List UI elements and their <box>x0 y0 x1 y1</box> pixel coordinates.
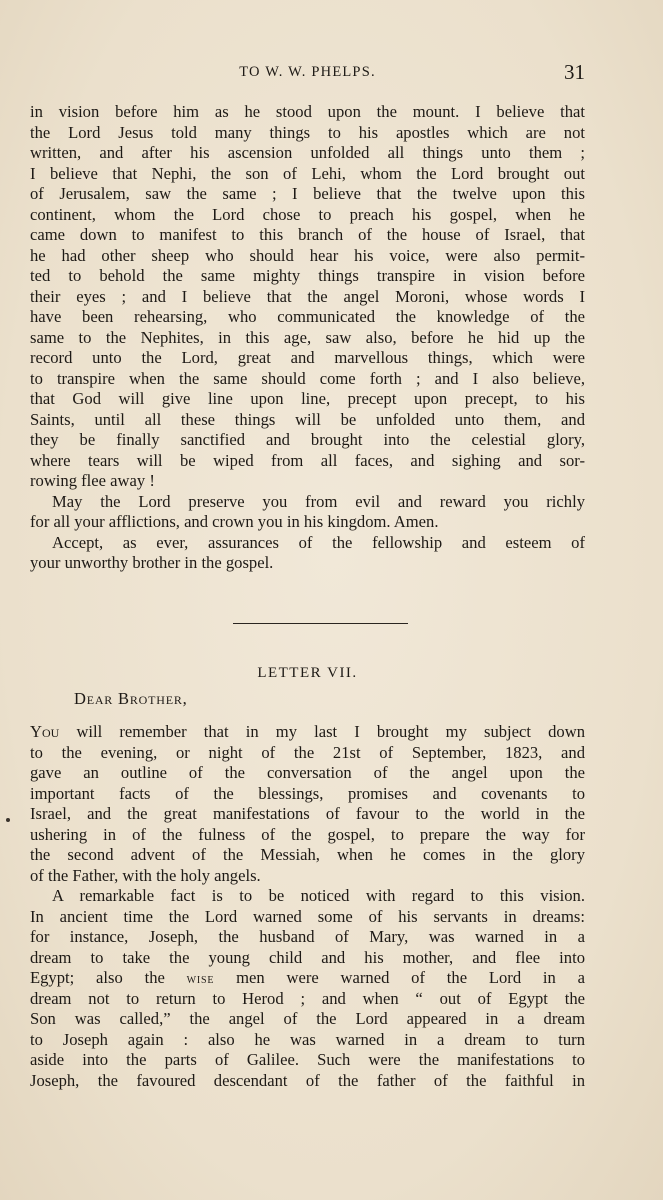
text-line: for all your afflictions, and crown you in his kingdom. Amen. <box>30 512 439 531</box>
text-line: for instance, Joseph, the husband of Mary, was warned in a <box>30 927 585 946</box>
text-line: that God will give line upon line, precept upon precept, to his <box>30 389 585 408</box>
text-line: May the Lord preserve you from evil and reward you richly <box>52 491 585 511</box>
letter-paragraph-1 <box>30 722 585 886</box>
page-number: 31 <box>564 60 585 84</box>
text-fragment: Egypt; also the <box>30 968 187 987</box>
text-line: dream to take the young child and his mother, and flee into <box>30 947 585 967</box>
paragraph-closing-signoff <box>30 533 585 574</box>
text-line: Israel, and the great manifestations of favour to the world in the <box>30 804 585 823</box>
text-line: to Joseph again : also he was warned in a dream to turn <box>30 1029 585 1049</box>
text-line: your unworthy brother in the gospel. <box>30 553 274 572</box>
text-line: he had other sheep who should hear his voice, were also permit- <box>30 245 585 265</box>
text-line: dream not to return to Herod ; and when “ out of Egypt the <box>30 988 585 1008</box>
emphasized-word: wise <box>186 972 215 987</box>
paragraph-closing-blessing <box>30 492 585 533</box>
text-line: of Jerusalem, saw the same ; I believe that the twelve upon this <box>30 184 585 203</box>
running-title: TO W. W. PHELPS. <box>239 64 376 80</box>
letter-paragraph-2 <box>30 886 585 1091</box>
text-line: important facts of the blessings, promises and covenants to <box>30 783 585 803</box>
text-line: Accept, as ever, assurances of the fellowship and esteem of <box>52 532 585 552</box>
text-line: aside into the parts of Galilee. Such were the manifestations to <box>30 1050 585 1069</box>
section-divider <box>233 623 408 624</box>
running-head <box>30 62 585 88</box>
text-line: their eyes ; and I believe that the angel Moroni, whose words I <box>30 286 585 306</box>
text-line: Son was called,” the angel of the Lord appeared in a dream <box>30 1009 585 1028</box>
text-line: same to the Nephites, in this age, saw also, before he hid up the <box>30 327 585 347</box>
text-line: continent, whom the Lord chose to preach his gospel, when he <box>30 204 585 224</box>
text-line: the Lord Jesus told many things to his apostles which are not <box>30 122 585 142</box>
text-line: I believe that Nephi, the son of Lehi, whom the Lord brought out <box>30 163 585 183</box>
letter-salutation: Dear Brother, <box>74 689 188 708</box>
text-line: written, and after his ascension unfolded all things unto them ; <box>30 143 585 162</box>
text-line: A remarkable fact is to be noticed with regard to this vision. <box>52 886 585 905</box>
text-line: the second advent of the Messiah, when he comes in the glory <box>30 845 585 864</box>
text-line <box>30 722 585 743</box>
text-line: in vision before him as he stood upon the mount. I believe that <box>30 102 585 121</box>
text-line: have been rehearsing, who communicated the knowledge of the <box>30 307 585 326</box>
text-fragment: will remember that in my last I brought my subject down <box>59 722 585 741</box>
text-line: where tears will be wiped from all faces, and sighing and sor- <box>30 450 585 470</box>
text-fragment: men were warned of the Lord in a <box>214 968 585 987</box>
text-line: they be finally sanctified and brought into the celestial glory, <box>30 430 585 449</box>
text-line: of the Father, with the holy angels. <box>30 865 261 885</box>
opening-word: You <box>30 722 60 741</box>
text-line: ted to behold the same mighty things transpire in vision before <box>30 266 585 285</box>
text-line: ushering in of the fulness of the gospel, to prepare the way for <box>30 824 585 844</box>
text-line <box>30 968 585 989</box>
text-line: to the evening, or night of the 21st of September, 1823, and <box>30 742 585 762</box>
text-line: rowing flee away ! <box>30 471 155 490</box>
letter-heading: LETTER VII. <box>257 665 358 681</box>
paragraph-continuation <box>30 102 585 492</box>
text-line: to transpire when the same should come forth ; and I also believe, <box>30 368 585 388</box>
text-line: gave an outline of the conversation of the angel upon the <box>30 763 585 782</box>
ink-speck <box>6 818 10 822</box>
text-line: record unto the Lord, great and marvellous things, which were <box>30 348 585 367</box>
text-line: In ancient time the Lord warned some of his servants in dreams: <box>30 906 585 926</box>
text-line: Saints, until all these things will be unfolded unto them, and <box>30 409 585 429</box>
text-line: came down to manifest to this branch of the house of Israel, that <box>30 225 585 244</box>
text-line: Joseph, the favoured descendant of the father of the faithful in <box>30 1070 585 1090</box>
